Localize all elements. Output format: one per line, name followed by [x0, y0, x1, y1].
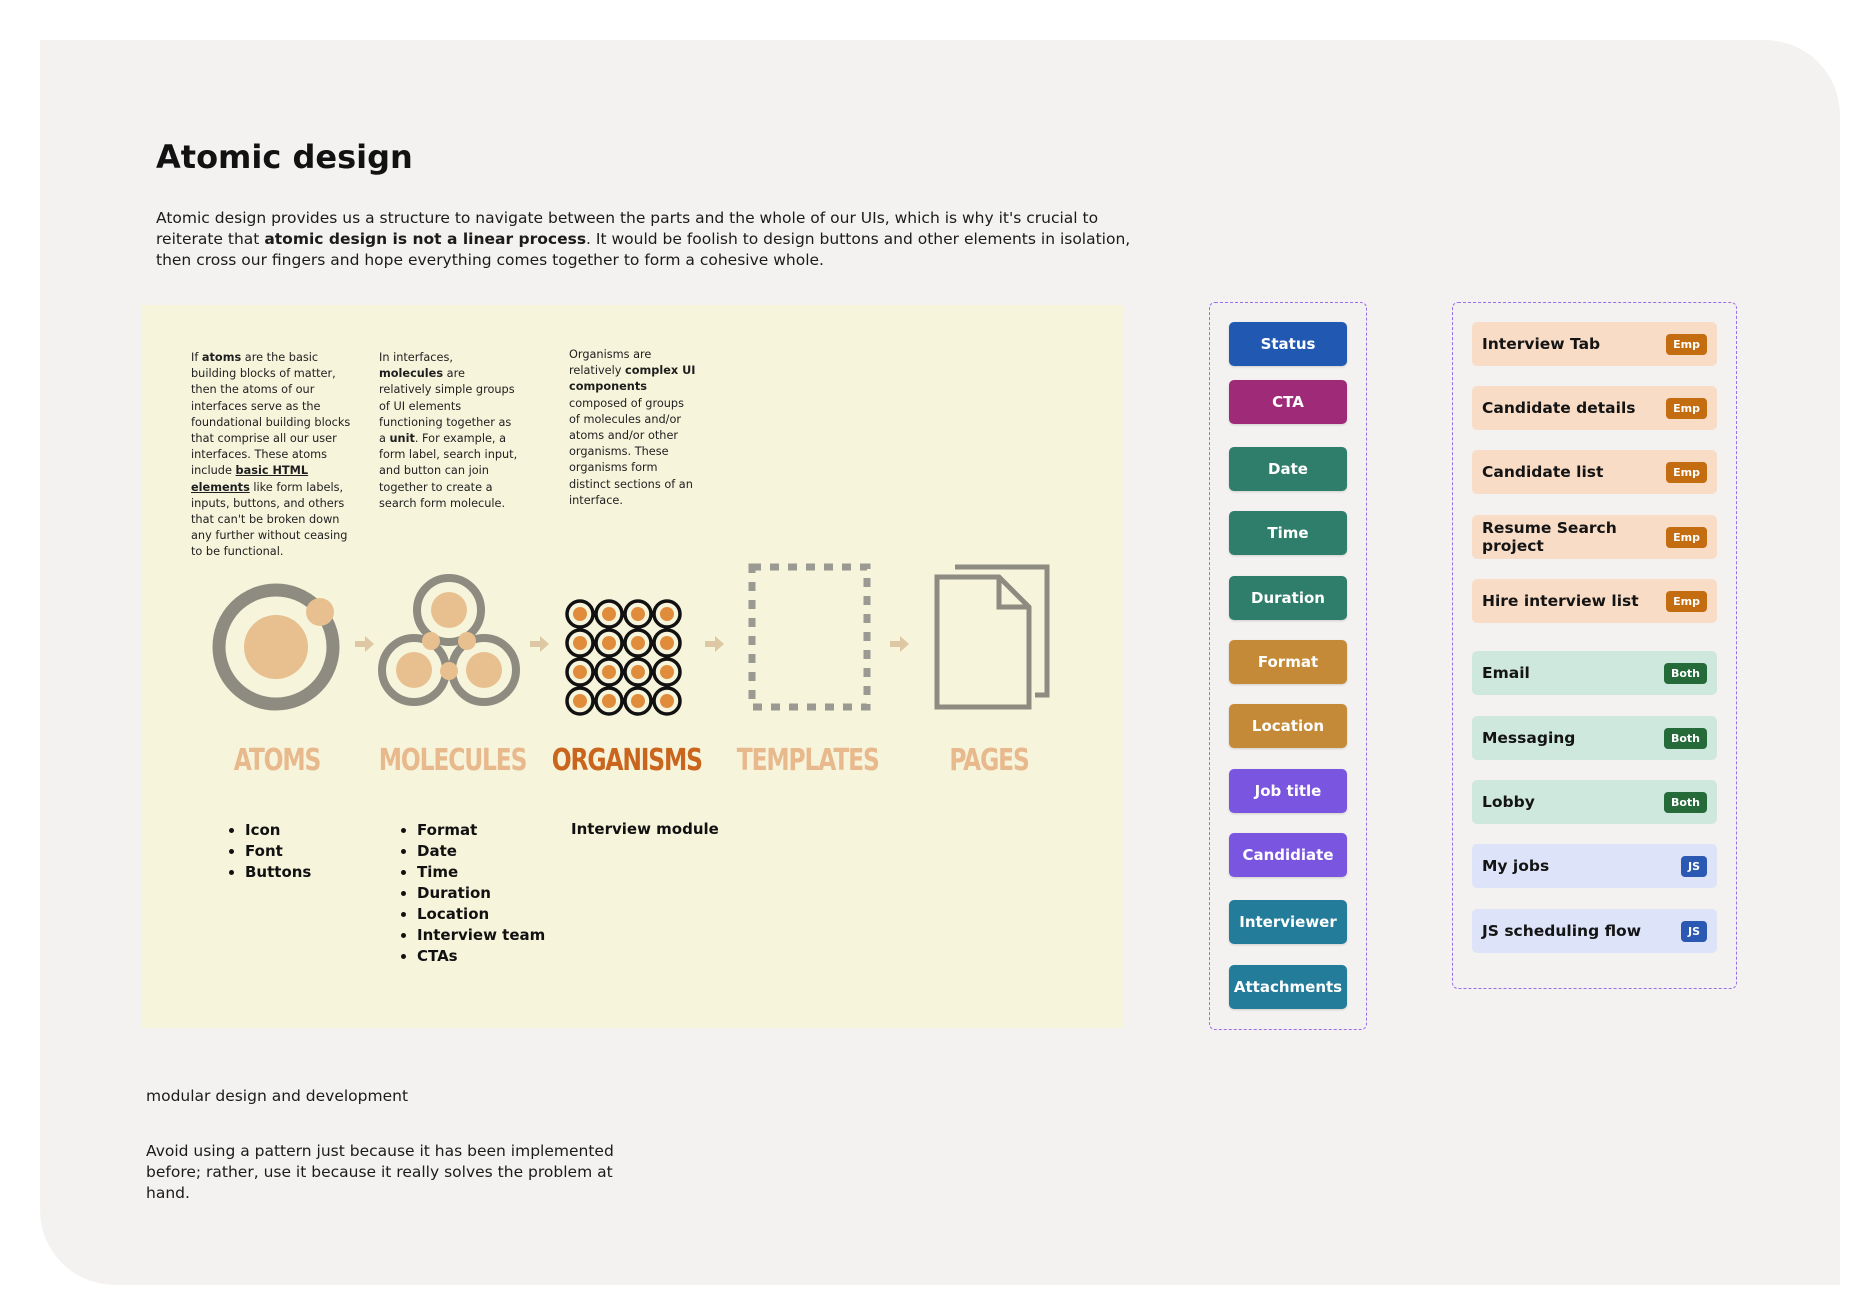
organism-icon — [567, 601, 680, 714]
candidate-chip[interactable]: Candidiate — [1229, 833, 1347, 877]
list-item: • Buttons — [245, 862, 311, 883]
arrow-icon — [355, 636, 374, 652]
intro-bold: atomic design is not a linear process — [264, 230, 587, 248]
list-item: • Font — [245, 841, 311, 862]
arrow-icon — [530, 636, 549, 652]
molecule-items-list — [400, 820, 545, 967]
page-title: Atomic design — [156, 138, 413, 176]
molecules-desc-e: . For example, a form label, search input, and button can join together to create a search form molecule. — [379, 432, 518, 510]
atoms-desc-e: like form labels, inputs, buttons, and others that can't be broken down any further without ceasing to be functional. — [191, 480, 348, 559]
tile-label: JS scheduling flow — [1482, 922, 1642, 940]
arrow-icon — [705, 636, 724, 652]
atoms-desc-c: are the basic building blocks of matter, then the atoms of our interfaces serve as the foundational building blocks that comprise all our user interfaces. These atoms include — [191, 351, 351, 478]
tile-email[interactable] — [1472, 651, 1717, 695]
arrow-icon — [890, 636, 909, 652]
emp-badge: Emp — [1666, 398, 1707, 419]
tile-label: Interview Tab — [1482, 335, 1601, 353]
modular-note: modular design and development — [146, 1087, 409, 1105]
js-badge: JS — [1681, 921, 1707, 942]
emp-badge: Emp — [1666, 527, 1707, 548]
cta-chip[interactable]: CTA — [1229, 380, 1347, 424]
organism-item: Interview module — [571, 820, 719, 838]
tile-label: Messaging — [1482, 729, 1576, 747]
emp-badge: Emp — [1666, 334, 1707, 355]
tile-label: Candidate list — [1482, 463, 1604, 481]
emp-badge: Emp — [1666, 591, 1707, 612]
job-title-chip[interactable]: Job title — [1229, 769, 1347, 813]
js-badge: JS — [1681, 856, 1707, 877]
atom-icon — [219, 590, 334, 704]
tile-resume-search-project[interactable] — [1472, 515, 1717, 559]
stage-label-atoms: ATOMS — [233, 743, 321, 778]
molecules-desc-b: molecules — [379, 367, 444, 381]
molecules-desc-c: are relatively simple groups of UI elements functioning together as a — [379, 367, 515, 446]
list-item: • Location — [417, 904, 545, 925]
list-item: • Format — [417, 820, 545, 841]
stage-label-templates: TEMPLATES — [736, 743, 879, 778]
molecule-icon — [382, 578, 516, 702]
list-item: • Interview team — [417, 925, 545, 946]
both-badge: Both — [1664, 728, 1707, 749]
both-badge: Both — [1664, 663, 1707, 684]
tile-label: Email — [1482, 664, 1530, 682]
tile-label: Resume Search project — [1482, 519, 1617, 555]
tile-my-jobs[interactable] — [1472, 844, 1717, 888]
organisms-desc-c: composed of groups of molecules and/or atoms and/or other organisms. These organisms form distinct sections of an interface. — [569, 396, 693, 507]
avoid-pattern-note: Avoid using a pattern just because it has been implemented before; rather, use it because it really solves the problem at hand. — [146, 1142, 614, 1202]
format-chip[interactable]: Format — [1229, 640, 1347, 684]
tile-label: My jobs — [1482, 857, 1550, 875]
status-chip[interactable]: Status — [1229, 322, 1347, 366]
tile-messaging[interactable] — [1472, 716, 1717, 760]
tile-lobby[interactable] — [1472, 780, 1717, 824]
list-item: • Duration — [417, 883, 545, 904]
stage-label-organisms: ORGANISMS — [551, 743, 702, 778]
molecules-desc-a: In interfaces, — [379, 351, 453, 364]
location-chip[interactable]: Location — [1229, 704, 1347, 748]
tile-js-scheduling-flow[interactable] — [1472, 909, 1717, 953]
list-item: • Time — [417, 862, 545, 883]
intro-text-2: . It would be foolish to design buttons and other elements in isolation, then cross our fingers and hope everything comes together to form a cohesive whole. — [156, 230, 1131, 269]
emp-badge: Emp — [1666, 462, 1707, 483]
duration-chip[interactable]: Duration — [1229, 576, 1347, 620]
list-item: • CTAs — [417, 946, 545, 967]
list-item: • Date — [417, 841, 545, 862]
template-icon — [752, 567, 867, 707]
atomic-stage-illustrations — [142, 305, 1124, 1028]
intro-paragraph — [156, 208, 1131, 271]
interviewer-chip[interactable]: Interviewer — [1229, 900, 1347, 944]
tile-candidate-list[interactable] — [1472, 450, 1717, 494]
stage-label-molecules: MOLECULES — [378, 743, 527, 778]
organisms-desc-b: complex UI components — [569, 364, 696, 394]
intro-text-1: Atomic design provides us a structure to navigate between the parts and the whole of our UIs, which is why it's crucial to reiterate that — [156, 209, 1099, 248]
stage-label-pages: PAGES — [949, 743, 1029, 778]
date-chip[interactable]: Date — [1229, 447, 1347, 491]
list-item: • Icon — [245, 820, 311, 841]
atom-items-list — [228, 820, 311, 883]
tile-label: Candidate details — [1482, 399, 1636, 417]
time-chip[interactable]: Time — [1229, 511, 1347, 555]
tile-interview-tab[interactable] — [1472, 322, 1717, 366]
both-badge: Both — [1664, 792, 1707, 813]
atomic-design-diagram — [142, 305, 1124, 1028]
tile-label: Lobby — [1482, 793, 1535, 811]
atoms-desc-b: atoms — [201, 351, 242, 364]
molecules-desc-d: unit — [389, 432, 415, 446]
atoms-desc-d: basic HTML elements — [191, 464, 309, 494]
pages-icon — [937, 567, 1047, 707]
tile-label: Hire interview list — [1482, 592, 1639, 610]
atoms-desc-a: If — [191, 351, 202, 364]
tile-candidate-details[interactable] — [1472, 386, 1717, 430]
organisms-desc-a: Organisms are relatively — [569, 348, 652, 378]
tile-hire-interview-list[interactable] — [1472, 579, 1717, 623]
attachments-chip[interactable]: Attachments — [1229, 965, 1347, 1009]
